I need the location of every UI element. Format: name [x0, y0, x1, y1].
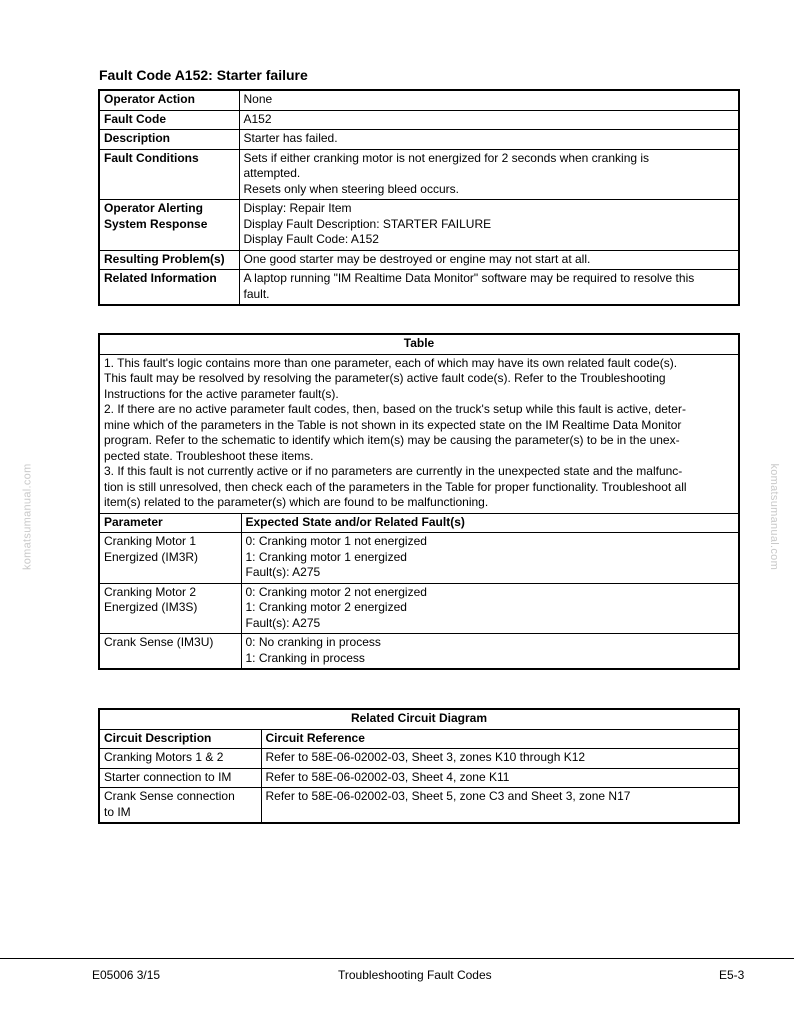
parameter-cell [99, 533, 241, 584]
row-value [239, 270, 739, 306]
parameter-line: Cranking Motor 2 [104, 584, 197, 599]
fault-info-table [98, 89, 740, 306]
note-line: program. Refer to the schematic to identify which item(s) may be causing the parameter(s) to be in the unex- [104, 433, 680, 447]
expected-cell [241, 634, 739, 670]
description-line: to IM [104, 804, 131, 819]
description-line: Cranking Motors 1 & 2 [104, 750, 224, 764]
expected-line: Fault(s): A275 [245, 565, 321, 579]
row-label: Fault Code [99, 110, 239, 130]
description-line: Crank Sense connection [104, 789, 235, 803]
row-label: Resulting Problem(s) [99, 250, 239, 270]
table-row [99, 533, 739, 584]
expected-line: Fault(s): A275 [245, 615, 321, 630]
expected-line: 0: Cranking motor 2 not energized [245, 584, 427, 599]
table-header-row [99, 709, 739, 729]
description-cell [99, 788, 261, 824]
value-line: Starter has failed. [243, 131, 338, 145]
value-line: attempted. [243, 166, 301, 180]
table-row [99, 788, 739, 824]
table-row [99, 200, 739, 251]
circuit-diagram-table [98, 708, 740, 824]
expected-line: 1: Cranking motor 2 energized [245, 600, 407, 614]
table-row [99, 270, 739, 306]
column-header-description: Circuit Description [99, 729, 261, 749]
watermark-left: komatsumanual.com [21, 463, 34, 571]
row-label: Description [99, 130, 239, 150]
row-value [239, 110, 739, 130]
table-row [99, 583, 739, 634]
parameter-cell [99, 583, 241, 634]
value-line: One good starter may be destroyed or engine may not start at all. [243, 251, 591, 266]
note-line: 3. If this fault is not currently active or if no parameters are currently in the unexpected state and the malfunc- [104, 464, 683, 478]
value-line: Resets only when steering bleed occurs. [243, 181, 459, 196]
table-row [99, 749, 739, 769]
note-line: tion is still unresolved, then check each of the parameters in the Table for proper functionality. Troubleshoot all [104, 479, 687, 494]
expected-line: 0: No cranking in process [245, 635, 381, 649]
page-title: Fault Code A152: Starter failure [99, 67, 308, 83]
description-cell [99, 768, 261, 788]
parameter-line: Energized (IM3S) [104, 600, 198, 614]
row-label: Related Information [99, 270, 239, 306]
value-line: Display Fault Code: A152 [243, 232, 379, 246]
row-label: Operator Action [99, 90, 239, 110]
table-caption: Related Circuit Diagram [99, 709, 739, 729]
table-row [99, 250, 739, 270]
value-line: A152 [243, 111, 272, 126]
table-row [99, 110, 739, 130]
value-line: None [243, 92, 273, 106]
description-line: Starter connection to IM [104, 769, 232, 784]
footer-doc-id: E05006 3/15 [92, 968, 161, 982]
parameter-line: Cranking Motor 1 [104, 534, 197, 548]
table-row [99, 90, 739, 110]
table-row [99, 768, 739, 788]
value-line: Sets if either cranking motor is not energized for 2 seconds when cranking is [243, 150, 650, 165]
row-value [239, 250, 739, 270]
value-line: Display: Repair Item [243, 201, 352, 215]
note-line: item(s) related to the parameter(s) which are found to be malfunctioning. [104, 495, 489, 509]
note-line: pected state. Troubleshoot these items. [104, 448, 314, 463]
expected-line: 0: Cranking motor 1 not energized [245, 534, 427, 548]
parameter-line: Crank Sense (IM3U) [104, 635, 214, 649]
table-row [99, 130, 739, 150]
reference-cell: Refer to 58E-06-02002-03, Sheet 4, zone K11 [261, 768, 739, 788]
table-header-row [99, 334, 739, 354]
column-header-row [99, 513, 739, 533]
table-row [99, 634, 739, 670]
expected-line: 1: Cranking in process [245, 650, 365, 665]
expected-cell [241, 533, 739, 584]
note-line: Instructions for the active parameter fault(s). [104, 386, 339, 401]
footer-section: Troubleshooting Fault Codes [338, 968, 492, 982]
row-value [239, 200, 739, 251]
reference-cell: Refer to 58E-06-02002-03, Sheet 3, zones K10 through K12 [261, 749, 739, 769]
row-value [239, 90, 739, 110]
footer-page-number: E5-3 [719, 968, 745, 982]
note-line: 2. If there are no active parameter fault codes, then, based on the truck's setup while this fault is active, deter- [104, 402, 686, 416]
column-header-expected: Expected State and/or Related Fault(s) [241, 513, 739, 533]
note-line: mine which of the parameters in the Table is not shown in its expected state on the IM Realtime Data Monitor [104, 417, 682, 432]
row-value [239, 149, 739, 200]
description-cell [99, 749, 261, 769]
column-header-row [99, 729, 739, 749]
column-header-parameter: Parameter [99, 513, 241, 533]
reference-cell: Refer to 58E-06-02002-03, Sheet 5, zone C3 and Sheet 3, zone N17 [261, 788, 739, 824]
parameter-line: Energized (IM3R) [104, 549, 199, 564]
expected-line: 1: Cranking motor 1 energized [245, 549, 407, 564]
value-line: Display Fault Description: STARTER FAILURE [243, 216, 492, 231]
footer-divider [0, 958, 794, 959]
parameter-table [98, 333, 740, 670]
table-row [99, 149, 739, 200]
note-line: This fault may be resolved by resolving the parameter(s) active fault code(s). Refer to the Troubleshooting [104, 371, 666, 385]
value-line: A laptop running "IM Realtime Data Monitor" software may be required to resolve this [243, 271, 695, 285]
watermark-right: komatsumanual.com [768, 463, 781, 571]
column-header-reference: Circuit Reference [261, 729, 739, 749]
table-caption: Table [99, 334, 739, 354]
parameter-cell [99, 634, 241, 670]
row-label: Operator Alerting System Response [99, 200, 239, 251]
troubleshooting-notes [99, 354, 739, 513]
row-value [239, 130, 739, 150]
value-line: fault. [243, 286, 270, 301]
note-line: 1. This fault's logic contains more than one parameter, each of which may have its own related fault code(s). [104, 355, 678, 370]
expected-cell [241, 583, 739, 634]
row-label: Fault Conditions [99, 149, 239, 200]
notes-row [99, 354, 739, 513]
